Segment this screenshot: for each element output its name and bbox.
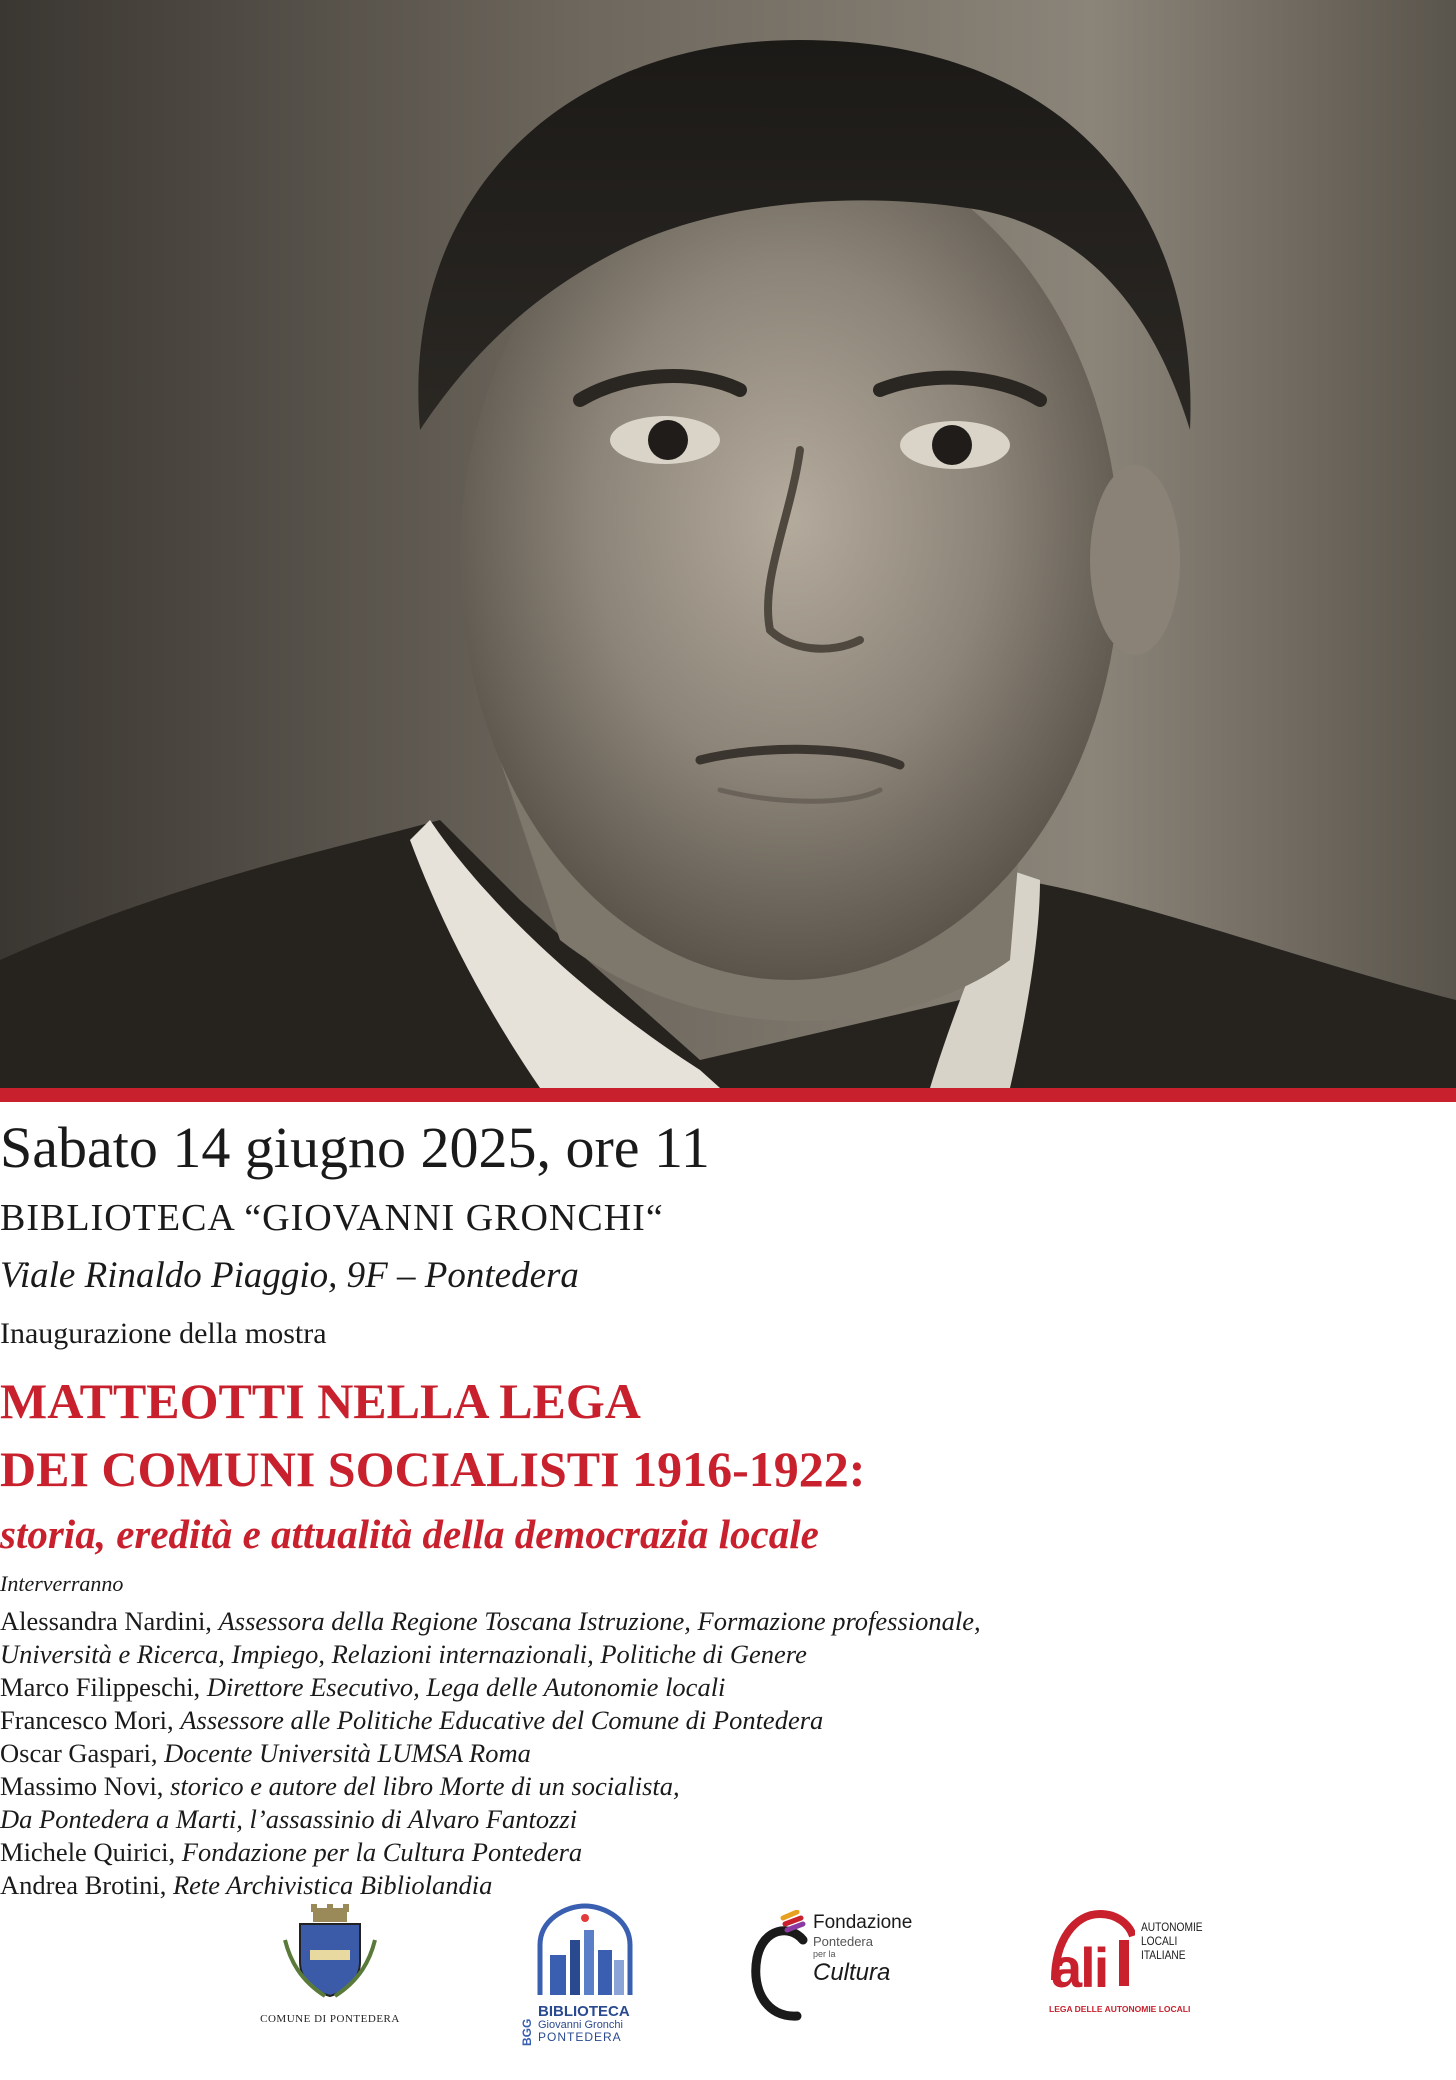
ali-mark: ali (1051, 1936, 1108, 1999)
biblioteca-side-label: BGG (520, 2018, 534, 2046)
speaker-role: Direttore Esecutivo, Lega delle Autonomie locali (206, 1672, 726, 1702)
speakers-list (0, 1605, 1456, 1902)
speaker-line (0, 1770, 1456, 1803)
speaker-line (0, 1836, 1456, 1869)
speaker-line (0, 1671, 1456, 1704)
biblioteca-line1: BIBLIOTECA (538, 2003, 630, 2020)
speaker-name: Michele Quirici, (0, 1837, 182, 1867)
fondazione-text (813, 1912, 912, 1987)
fondazione-line3: per la (813, 1949, 836, 1959)
speakers-heading: Interverranno (0, 1571, 124, 1596)
speaker-role: Assessore alle Politiche Educative del Comune di Pontedera (180, 1705, 824, 1735)
speaker-role: Assessora della Regione Toscana Istruzione, Formazione professionale, (218, 1606, 981, 1636)
speaker-name: Marco Filippeschi, (0, 1672, 207, 1702)
speaker-line (0, 1704, 1456, 1737)
accent-divider (0, 1088, 1456, 1102)
coat-of-arms-icon (255, 1900, 405, 2000)
speaker-name: Alessandra Nardini, (0, 1606, 219, 1636)
exhibition-title-line1: MATTEOTTI NELLA LEGA (0, 1373, 641, 1429)
biblioteca-text (538, 2004, 648, 2044)
speaker-role: storico e autore del libro Morte di un socialista, (170, 1771, 680, 1801)
speaker-role: Docente Università LUMSA Roma (164, 1738, 531, 1768)
speaker-name: Andrea Brotini, (0, 1870, 173, 1900)
fondazione-line1: Fondazione (813, 1912, 913, 1933)
comune-label: COMUNE DI PONTEDERA (260, 2013, 400, 2025)
speaker-line (0, 1737, 1456, 1770)
speaker-role: Rete Archivistica Bibliolandia (172, 1870, 493, 1900)
ali-footer: LEGA DELLE AUTONOMIE LOCALI (1049, 2004, 1191, 2014)
logo-fondazione-cultura (745, 1900, 915, 2030)
speaker-line (0, 1803, 1456, 1836)
biblioteca-line2: Giovanni Gronchi (538, 2019, 623, 2031)
speaker-role: Fondazione per la Cultura Pontedera (181, 1837, 583, 1867)
exhibition-subtitle: storia, eredità e attualità della democrazia locale (0, 1511, 819, 1557)
fondazione-c-icon (745, 1910, 815, 2030)
ali-line2: LOCALI (1141, 1934, 1178, 1948)
speaker-line (0, 1605, 1456, 1638)
speaker-name: Oscar Gaspari, (0, 1738, 165, 1768)
speaker-name: Massimo Novi, (0, 1771, 171, 1801)
logo-comune-pontedera (255, 1900, 405, 2025)
fondazione-line4: Cultura (813, 1959, 891, 1986)
logo-biblioteca-gronchi (520, 1900, 650, 2050)
fondazione-line2: Pontedera (813, 1934, 873, 1949)
speaker-role: Università e Ricerca, Impiego, Relazioni internazionali, Politiche di Genere (0, 1639, 807, 1669)
speaker-role: Da Pontedera a Marti, l’assassinio di Alvaro Fantozzi (0, 1804, 578, 1834)
speaker-line (0, 1638, 1456, 1671)
event-venue: BIBLIOTECA “GIOVANNI GRONCHI“ (0, 1197, 664, 1239)
ali-line3: ITALIANE (1141, 1948, 1186, 1962)
sponsor-logos (0, 1900, 1456, 2080)
event-date-time: Sabato 14 giugno 2025, ore 11 (0, 1115, 710, 1180)
ali-text (1141, 1920, 1203, 1962)
logo-ali (1045, 1900, 1215, 2050)
speaker-line (0, 1869, 1456, 1902)
biblioteca-line3: PONTEDERA (538, 2030, 622, 2044)
exhibition-intro: Inaugurazione della mostra (0, 1317, 327, 1350)
library-building-icon (520, 1900, 650, 2000)
event-address: Viale Rinaldo Piaggio, 9F – Pontedera (0, 1255, 579, 1296)
speaker-name: Francesco Mori, (0, 1705, 181, 1735)
ali-line1: AUTONOMIE (1141, 1920, 1203, 1934)
exhibition-title-line2: DEI COMUNI SOCIALISTI 1916-1922: (0, 1441, 866, 1497)
